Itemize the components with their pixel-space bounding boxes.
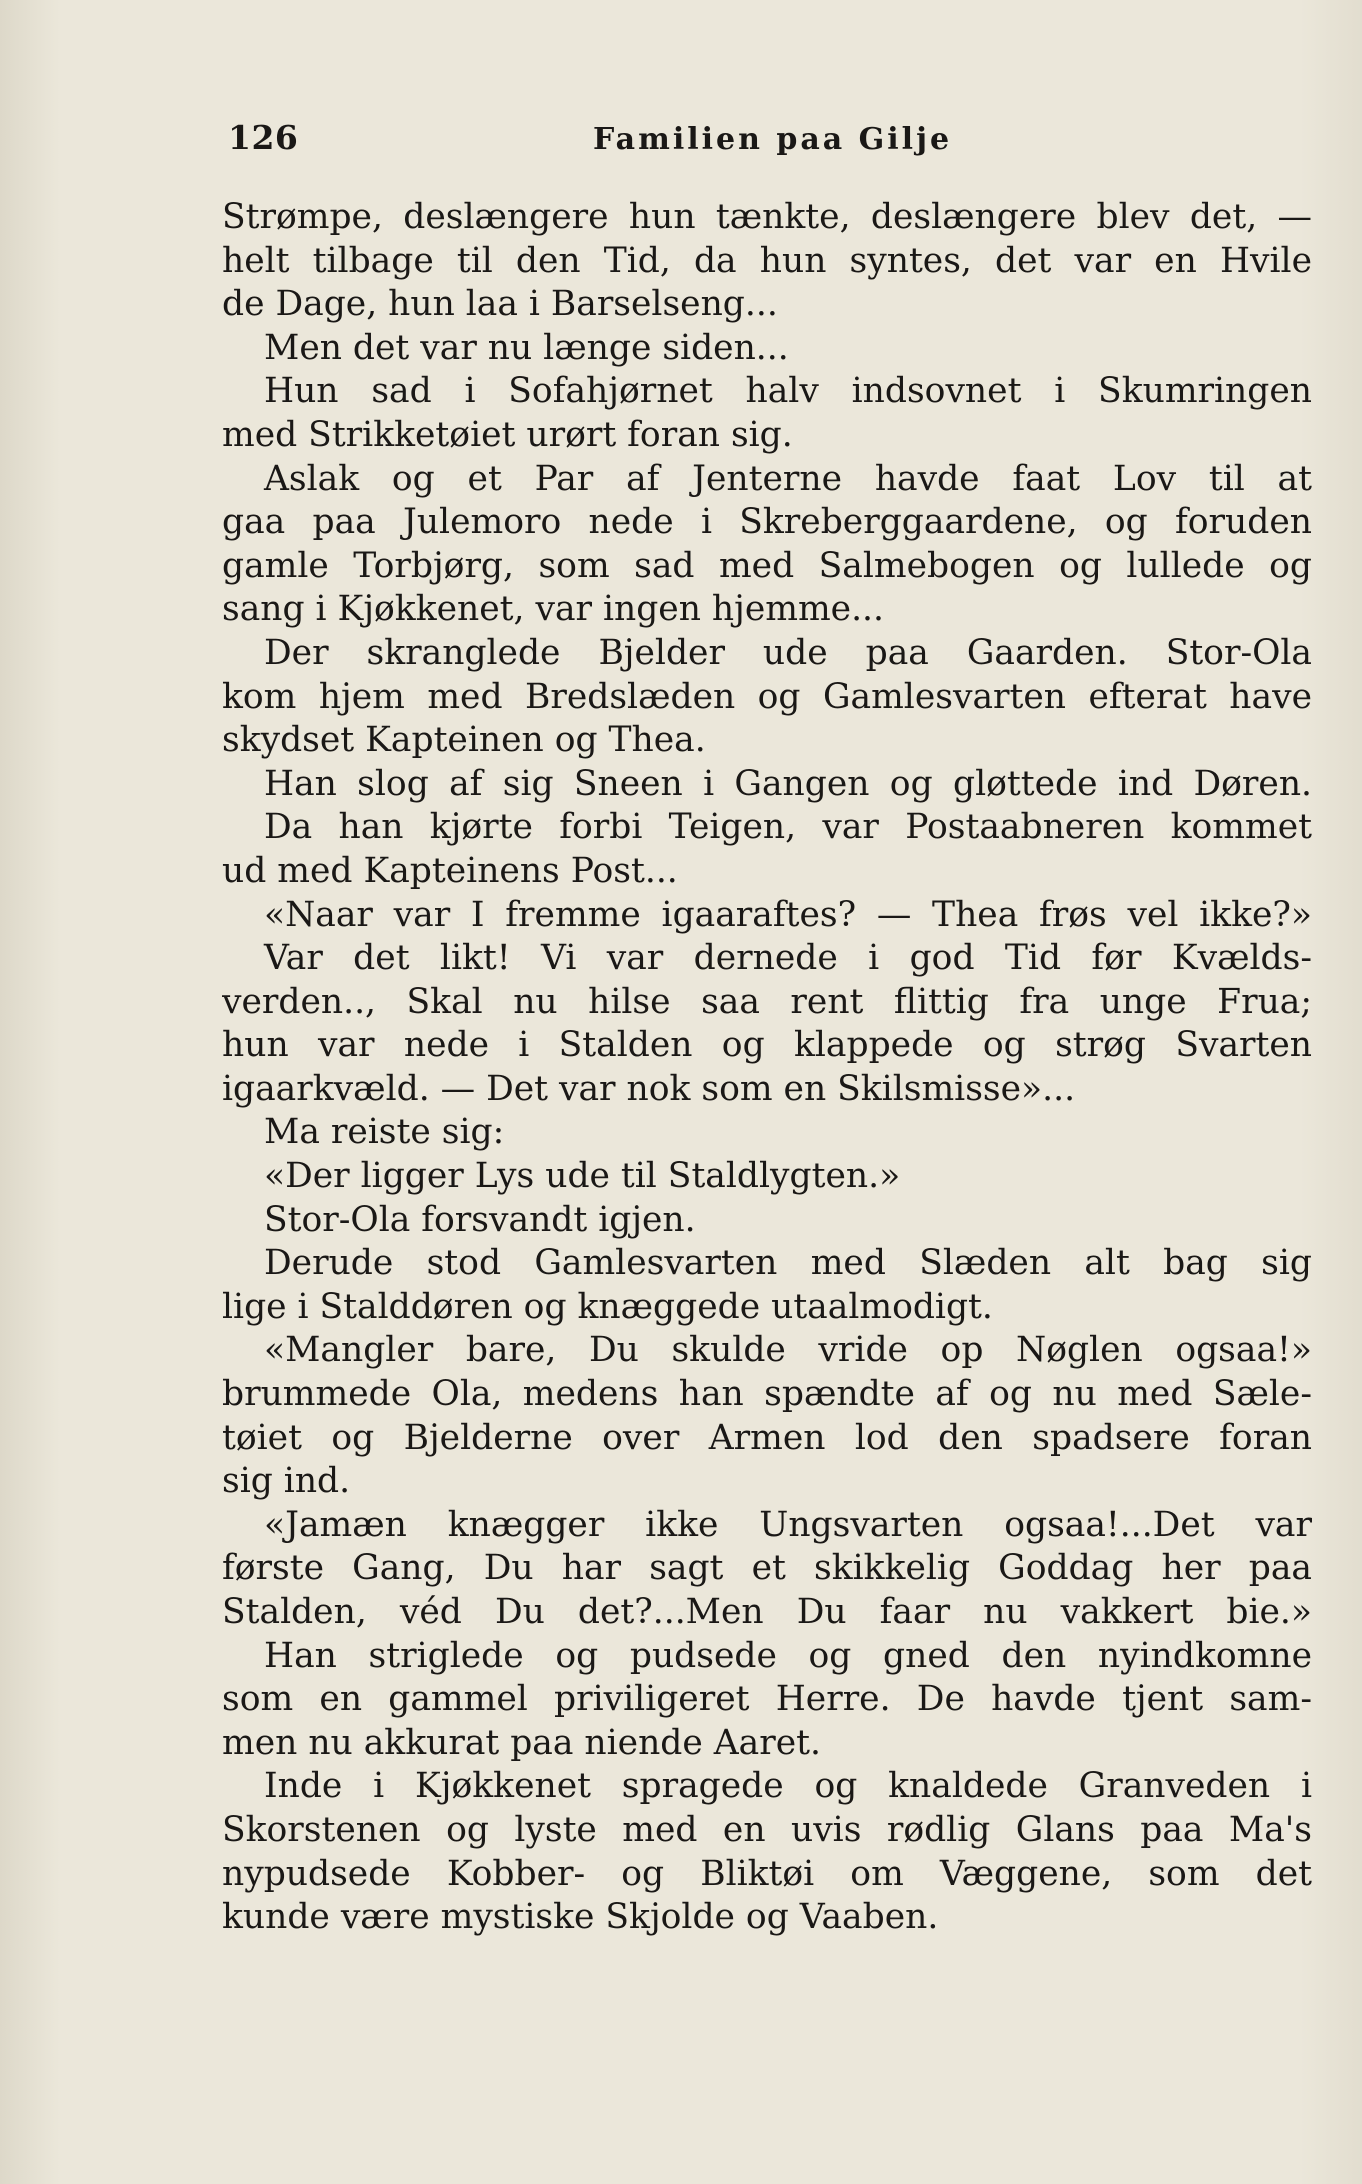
text-line: hun var nede i Stalden og klappede og strøg Svarten	[222, 1025, 1312, 1066]
text-line: «Jamæn knægger ikke Ungsvarten ogsaa!...Det var	[264, 1504, 1312, 1545]
text-line: Stor-Ola forsvandt igjen.	[264, 1199, 696, 1240]
text-line: «Naar var I fremme igaaraftes? — Thea frøs vel ikke?»	[264, 894, 1312, 935]
text-line: helt tilbage til den Tid, da hun syntes, det var en Hvile	[222, 240, 1312, 281]
text-line: kunde være mystiske Skjolde og Vaaben.	[222, 1897, 939, 1938]
text-line: første Gang, Du har sagt et skikkelig Goddag her paa	[222, 1548, 1312, 1589]
text-line: Aslak og et Par af Jenterne havde faat Lov til at	[264, 458, 1312, 499]
text-line: skydset Kapteinen og Thea.	[222, 720, 706, 761]
text-line: som en gammel priviligeret Herre. De havde tjent sam-	[222, 1679, 1312, 1720]
text-line: Inde i Kjøkkenet spragede og knaldede Granveden i	[264, 1766, 1312, 1807]
text-line: Da han kjørte forbi Teigen, var Postaabneren kommet	[264, 807, 1312, 848]
text-line: Ma reiste sig:	[264, 1112, 505, 1153]
text-line: gaa paa Julemoro nede i Skreberggaardene, og foruden	[222, 502, 1312, 543]
text-line: sig ind.	[222, 1461, 351, 1502]
text-line: gamle Torbjørg, som sad med Salmebogen og lullede og	[222, 545, 1312, 586]
text-line: Stalden, véd Du det?...Men Du faar nu vakkert bie.»	[222, 1592, 1312, 1632]
running-title: Familien paa Gilje	[593, 122, 953, 157]
text-line: tøiet og Bjelderne over Armen lod den spadsere foran	[222, 1417, 1312, 1458]
text-line: Han slog af sig Sneen i Gangen og gløttede ind Døren.	[264, 763, 1312, 804]
text-line: Strømpe, deslængere hun tænkte, deslængere blev det, —	[222, 197, 1312, 237]
text-line: verden.., Skal nu hilse saa rent flittig fra unge Frua;	[222, 981, 1312, 1022]
text-line: «Mangler bare, Du skulde vride op Nøglen ogsaa!»	[264, 1330, 1312, 1371]
text-line: med Strikketøiet urørt foran sig.	[222, 414, 793, 455]
text-line: igaarkvæld. — Det var nok som en Skilsmisse»...	[222, 1068, 1076, 1109]
text-line: de Dage, hun laa i Barselseng...	[222, 284, 778, 325]
text-line: ud med Kapteinens Post...	[222, 850, 678, 891]
body-text	[222, 196, 1312, 1940]
text-line: Var det likt! Vi var dernede i god Tid før Kvælds-	[264, 938, 1312, 979]
text-line: brummede Ola, medens han spændte af og nu med Sæle-	[222, 1374, 1312, 1415]
text-line: sang i Kjøkkenet, var ingen hjemme...	[222, 589, 884, 630]
text-line: men nu akkurat paa niende Aaret.	[222, 1722, 821, 1763]
text-line: Hun sad i Sofahjørnet halv indsovnet i Skumringen	[264, 371, 1312, 412]
text-line: «Der ligger Lys ude til Staldlygten.»	[264, 1156, 901, 1197]
text-line: Men det var nu længe siden...	[264, 327, 789, 368]
text-line: nypudsede Kobber- og Bliktøi om Væggene, som det	[222, 1853, 1312, 1894]
text-line: Der skranglede Bjelder ude paa Gaarden. Stor-Ola	[264, 632, 1312, 673]
text-line: Skorstenen og lyste med en uvis rødlig Glans paa Ma's	[222, 1809, 1312, 1850]
page-header	[228, 118, 1308, 168]
text-line: Han striglede og pudsede og gned den nyindkomne	[264, 1635, 1312, 1676]
text-line: lige i Stalddøren og knæggede utaalmodigt.	[222, 1286, 993, 1327]
page-number: 126	[228, 118, 299, 157]
text-line: kom hjem med Bredslæden og Gamlesvarten efterat have	[222, 676, 1312, 717]
text-line: Derude stod Gamlesvarten med Slæden alt bag sig	[264, 1243, 1312, 1284]
